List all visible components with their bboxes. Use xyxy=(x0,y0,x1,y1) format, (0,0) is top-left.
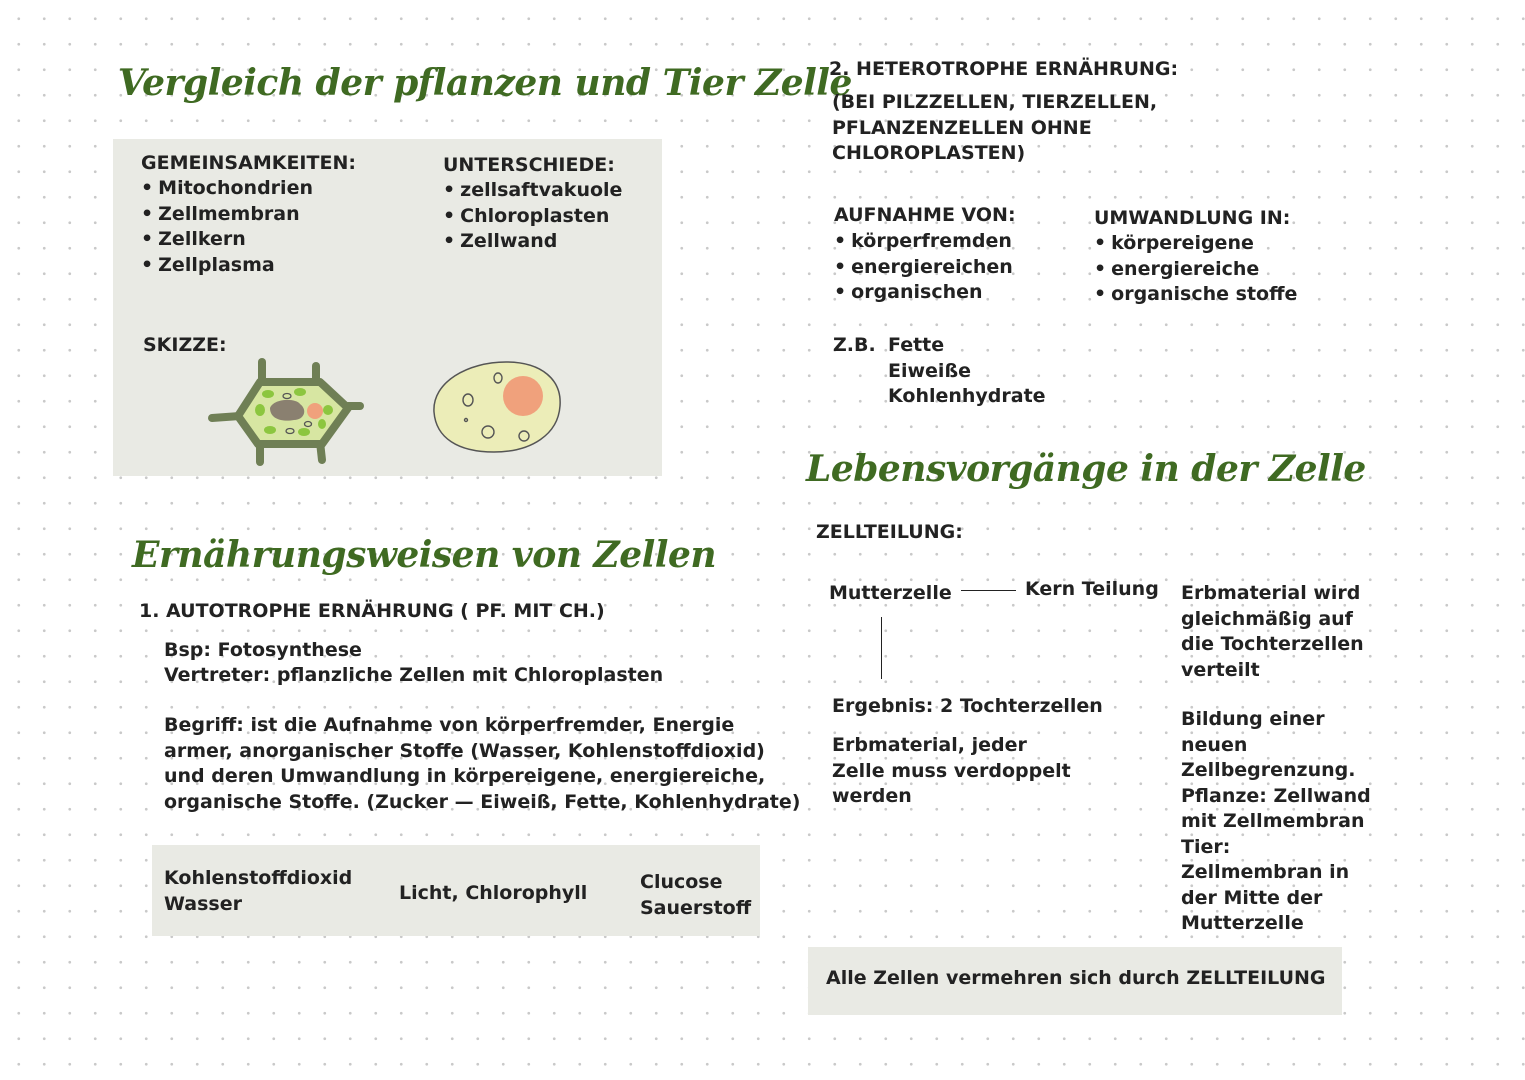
example-item: Fette xyxy=(888,334,945,356)
boundary-line: Zellbegrenzung. xyxy=(1181,759,1356,781)
equation-output: Sauerstoff xyxy=(640,896,752,919)
sketch-label: SKIZZE: xyxy=(143,334,227,356)
compare-title: Vergleich der pflanzen und Tier Zelle xyxy=(118,62,852,104)
boundary-line: Zellmembran in xyxy=(1181,861,1350,883)
convert-heading: UMWANDLUNG IN: xyxy=(1094,207,1291,229)
nutrition-title: Ernährungsweisen von Zellen xyxy=(132,534,717,576)
list-item: • Mitochondrien xyxy=(141,176,313,202)
nucleus-note xyxy=(1181,581,1364,683)
life-title: Lebensvorgänge in der Zelle xyxy=(806,448,1366,490)
hetero-scope-line: (BEI PILZZELLEN, TIERZELLEN, xyxy=(832,91,1158,113)
boundary-line: Tier: xyxy=(1181,835,1231,858)
boundary-line: neuen xyxy=(1181,733,1248,756)
common-list xyxy=(141,176,313,278)
list-item: • energiereiche xyxy=(1094,257,1297,283)
diff-list xyxy=(443,178,622,255)
animal-cell-illustration xyxy=(428,356,566,456)
division-result: Ergebnis: 2 Tochterzellen xyxy=(832,695,1103,717)
equation-inputs xyxy=(164,866,352,917)
list-item: • Zellplasma xyxy=(141,253,313,279)
example-list xyxy=(888,333,1046,410)
plant-cell-illustration xyxy=(200,352,372,470)
boundary-line: Mutterzelle xyxy=(1181,912,1304,934)
list-item: • energiereichen xyxy=(834,255,1013,281)
summary-text: Alle Zellen vermehren sich durch ZELLTEILUNG xyxy=(826,967,1326,989)
list-item: • Zellwand xyxy=(443,229,622,255)
list-item: • Zellkern xyxy=(141,227,313,253)
equation-outputs xyxy=(640,870,751,921)
nucleus-note-line: gleichmäßig auf xyxy=(1181,607,1353,630)
list-item: • zellsaftvakuole xyxy=(443,178,622,204)
convert-list xyxy=(1094,231,1297,308)
hetero-scope xyxy=(832,90,1157,167)
definition-line: Begriff: ist die Aufnahme von körperfremder, Energie xyxy=(164,714,735,736)
boundary-line: Bildung einer xyxy=(1181,708,1325,730)
nucleus-division-label: Kern Teilung xyxy=(1025,578,1159,600)
list-item: • körperfremden xyxy=(834,229,1013,255)
list-item: • organische stoffe xyxy=(1094,282,1297,308)
mother-cell-label: Mutterzelle xyxy=(829,582,952,604)
intake-list xyxy=(834,229,1013,306)
doubling-note xyxy=(832,733,1071,810)
diff-heading: UNTERSCHIEDE: xyxy=(443,154,615,176)
list-item: • Chloroplasten xyxy=(443,204,622,230)
doubling-line: werden xyxy=(832,785,912,807)
boundary-line: mit Zellmembran xyxy=(1181,810,1365,832)
definition-line: armer, anorganischer Stoffe (Wasser, Kohlenstoffdioxid) xyxy=(164,739,765,762)
nucleus-note-line: die Tochterzellen xyxy=(1181,633,1364,655)
hetero-heading: 2. HETEROTROPHE ERNÄHRUNG: xyxy=(829,58,1179,80)
example-item: Eiweiße xyxy=(888,359,971,382)
boundary-line: der Mitte der xyxy=(1181,886,1323,909)
intake-heading: AUFNAHME VON: xyxy=(834,204,1016,226)
doubling-line: Erbmaterial, jeder xyxy=(832,734,1027,756)
example-item: Kohlenhydrate xyxy=(888,385,1046,407)
nucleus-note-line: Erbmaterial wird xyxy=(1181,582,1361,604)
hetero-scope-line: CHLOROPLASTEN) xyxy=(832,142,1026,164)
auto-representative: Vertreter: pflanzliche Zellen mit Chloroplasten xyxy=(164,664,664,686)
equation-input: Wasser xyxy=(164,892,242,915)
auto-example: Bsp: Fotosynthese xyxy=(164,639,362,661)
connector-line-horizontal xyxy=(961,590,1016,591)
auto-heading: 1. AUTOTROPHE ERNÄHRUNG ( PF. MIT CH.) xyxy=(139,600,605,622)
equation-input: Kohlenstoffdioxid xyxy=(164,867,353,889)
hetero-scope-line: PFLANZENZELLEN OHNE xyxy=(832,116,1092,139)
definition-line: und deren Umwandlung in körpereigene, energiereiche, xyxy=(164,765,766,787)
nucleus-note-line: verteilt xyxy=(1181,658,1260,681)
equation-condition: Licht, Chlorophyll xyxy=(399,882,588,904)
boundary-line: Pflanze: Zellwand xyxy=(1181,784,1371,807)
division-heading: ZELLTEILUNG: xyxy=(816,521,963,543)
list-item: • körpereigene xyxy=(1094,231,1297,257)
list-item: • Zellmembran xyxy=(141,202,313,228)
common-heading: GEMEINSAMKEITEN: xyxy=(141,152,356,174)
equation-output: Clucose xyxy=(640,871,723,893)
list-item: • organischen xyxy=(834,280,1013,306)
definition-text xyxy=(164,713,800,815)
connector-line-vertical xyxy=(881,617,882,679)
example-label: Z.B. xyxy=(833,334,876,356)
definition-line: organische Stoffe. (Zucker — Eiweiß, Fette, Kohlenhydrate) xyxy=(164,790,801,813)
doubling-line: Zelle muss verdoppelt xyxy=(832,759,1071,782)
boundary-note xyxy=(1181,707,1371,937)
